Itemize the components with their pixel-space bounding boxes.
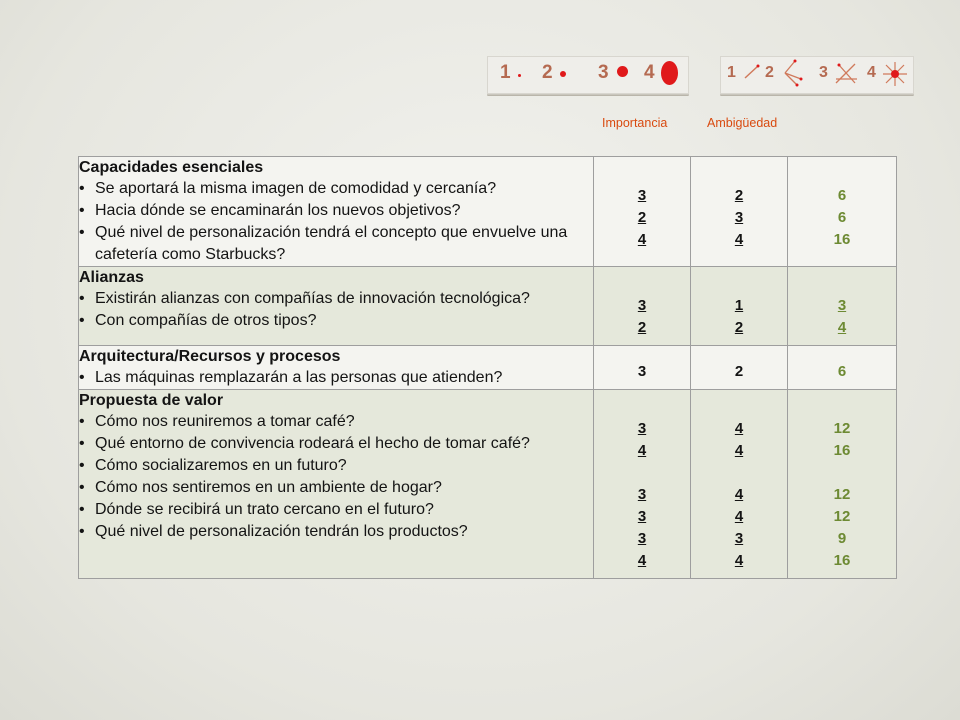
- importance-value: 3: [637, 508, 647, 525]
- list-item: • Qué nivel de personalización tendrá el concepto que envuelve una cafetería como Starbucks?: [79, 222, 593, 266]
- list-item: • Qué entorno de convivencia rodeará el hecho de tomar café?: [79, 433, 593, 455]
- ambiguity-value: 4: [734, 442, 744, 459]
- total-value: 16: [833, 442, 851, 459]
- list-item: • Con compañías de otros tipos?: [79, 310, 593, 332]
- total-cell: [788, 390, 897, 579]
- importance-cell: [594, 390, 691, 579]
- ambiguity-value: 2: [734, 187, 744, 204]
- list-item: • Se aportará la misma imagen de comodidad y cercanía?: [79, 178, 593, 200]
- importance-value: 3: [637, 187, 647, 204]
- section-title: Propuesta de valor: [79, 392, 224, 409]
- list-item: • Cómo socializaremos en un futuro?: [79, 455, 593, 477]
- question-list: [79, 288, 593, 332]
- ambiguity-value: 4: [734, 552, 744, 569]
- ambiguity-value: 2: [734, 319, 744, 336]
- table-row: [79, 390, 897, 579]
- legend-number: 3: [598, 62, 609, 83]
- importance-cell: [594, 346, 691, 390]
- importance-value: 4: [637, 552, 647, 569]
- importance-column-label: Importancia: [602, 116, 668, 130]
- importance-cell: [594, 267, 691, 346]
- total-cell: [788, 267, 897, 346]
- section-title: Alianzas: [79, 269, 144, 286]
- total-cell: [788, 346, 897, 390]
- ambiguity-cell: [691, 390, 788, 579]
- list-item: • Las máquinas remplazarán a las personas que atienden?: [79, 367, 593, 389]
- list-item: • Dónde se recibirá un trato cercano en el futuro?: [79, 499, 593, 521]
- total-value: 6: [837, 363, 847, 380]
- topic-cell: [79, 157, 594, 267]
- ambiguity-cell: [691, 267, 788, 346]
- ambiguity-cell: [691, 157, 788, 267]
- importance-value: 3: [637, 297, 647, 314]
- total-value: 4: [837, 319, 847, 336]
- ambiguity-value: 2: [734, 363, 744, 380]
- total-value: 12: [833, 420, 851, 437]
- single-line-icon: [743, 63, 761, 81]
- medium-dot-icon: [560, 71, 566, 77]
- legend-number: 3: [819, 64, 828, 81]
- question-list: [79, 411, 593, 543]
- table-row: [79, 267, 897, 346]
- question-list: [79, 367, 593, 389]
- total-value: 16: [833, 231, 851, 248]
- importance-value: 3: [637, 363, 647, 380]
- legend-number: 4: [867, 64, 876, 81]
- importance-cell: [594, 157, 691, 267]
- evaluation-table: [78, 156, 897, 579]
- crossing-lines-icon: [833, 61, 859, 87]
- ambiguity-cell: [691, 346, 788, 390]
- importance-value: 4: [637, 231, 647, 248]
- topic-cell: [79, 267, 594, 346]
- starburst-icon: [882, 60, 908, 88]
- importance-value: 4: [637, 442, 647, 459]
- total-value: 12: [833, 486, 851, 503]
- importance-value: 3: [637, 486, 647, 503]
- ambiguity-value: 4: [734, 486, 744, 503]
- ambiguity-value: 4: [734, 231, 744, 248]
- list-item: • Existirán alianzas con compañías de innovación tecnológica?: [79, 288, 593, 310]
- legend-number: 2: [765, 64, 774, 81]
- ambiguity-value: 1: [734, 297, 744, 314]
- legend-number: 4: [644, 62, 655, 83]
- total-value: 6: [837, 209, 847, 226]
- legend-number: 1: [727, 64, 736, 81]
- branching-lines-icon: [781, 57, 807, 89]
- ambiguity-value: 3: [734, 530, 744, 547]
- ambiguity-value: 3: [734, 209, 744, 226]
- total-value: 16: [833, 552, 851, 569]
- list-item: • Cómo nos reuniremos a tomar café?: [79, 411, 593, 433]
- list-item: • Cómo nos sentiremos en un ambiente de hogar?: [79, 477, 593, 499]
- total-value: 6: [837, 187, 847, 204]
- large-dot-icon: [617, 66, 628, 77]
- list-item: • Qué nivel de personalización tendrán los productos?: [79, 521, 593, 543]
- topic-cell: [79, 346, 594, 390]
- importance-value: 3: [637, 530, 647, 547]
- importance-value: 2: [637, 319, 647, 336]
- importance-value: 2: [637, 209, 647, 226]
- question-list: [79, 178, 593, 266]
- topic-cell: [79, 390, 594, 579]
- legend-number: 2: [542, 62, 553, 83]
- small-dot-icon: [518, 74, 521, 77]
- table-row: [79, 157, 897, 267]
- total-value: 3: [837, 297, 847, 314]
- table-row: [79, 346, 897, 390]
- list-item: • Hacia dónde se encaminarán los nuevos objetivos?: [79, 200, 593, 222]
- ambiguity-scale-legend: [720, 56, 914, 94]
- ambiguity-value: 4: [734, 508, 744, 525]
- largest-dot-icon: [661, 61, 678, 85]
- total-cell: [788, 157, 897, 267]
- legend-number: 1: [500, 62, 511, 83]
- importance-value: 3: [637, 420, 647, 437]
- ambiguity-column-label: Ambigüedad: [707, 116, 778, 130]
- total-value: 12: [833, 508, 851, 525]
- importance-scale-legend: [487, 56, 689, 94]
- total-value: 9: [837, 530, 847, 547]
- ambiguity-value: 4: [734, 420, 744, 437]
- section-title: Arquitectura/Recursos y procesos: [79, 348, 341, 365]
- section-title: Capacidades esenciales: [79, 159, 264, 176]
